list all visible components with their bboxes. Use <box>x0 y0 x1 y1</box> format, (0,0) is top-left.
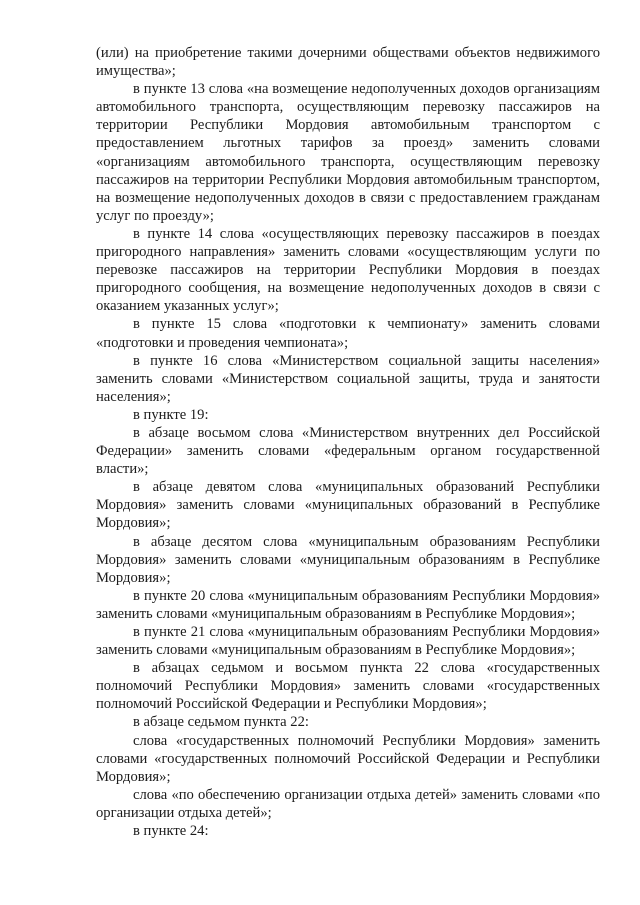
paragraph-item-22-abzac-7-b: слова «по обеспечению организации отдыха детей» заменить словами «по организации отдыха детей»; <box>96 786 600 821</box>
paragraph-item-19-abzac-9: в абзаце девятом слова «муниципальных образований Республики Мордовия» заменить словами «муниципальных образований в Республике Мордовия»; <box>96 479 600 532</box>
document-body <box>96 44 600 840</box>
paragraph-item-19-abzac-10: в абзаце десятом слова «муниципальным образованиям Республики Мордовия» заменить словами «муниципальным образованиям в Республике Мордовия»; <box>96 533 600 586</box>
paragraph-item-16: в пункте 16 слова «Министерством социальной защиты населения» заменить словами «Министерством социальной защиты, труда и занятости населения»; <box>96 352 600 405</box>
paragraph-item-22-abzac-7-heading: в абзаце седьмом пункта 22: <box>133 714 309 731</box>
paragraph-item-21: в пункте 21 слова «муниципальным образованиям Республики Мордовия» заменить словами «муниципальным образованиям в Республике Мордовия»; <box>96 624 600 659</box>
paragraph-continuation: (или) на приобретение такими дочерними обществами объектов недвижимого имущества»; <box>96 45 600 80</box>
paragraph-item-14: в пункте 14 слова «осуществляющих перевозку пассажиров в поездах пригородного направления» заменить словами «осуществляющим услуги по перевозке пассажиров на территории Республики Мордовия в поездах пригородного сообщения, на возмещение недополученных доходов в связи с оказанием указанных услуг»; <box>96 225 600 315</box>
paragraph-item-24-heading: в пункте 24: <box>133 823 209 840</box>
paragraph-item-22-abzac-7-8: в абзацах седьмом и восьмом пункта 22 слова «государственных полномочий Республики Мордовия» заменить словами «государственных полномочий Российской Федерации и Республики Мордовия»; <box>96 660 600 713</box>
paragraph-item-19-abzac-8: в абзаце восьмом слова «Министерством внутренних дел Российской Федерации» заменить словами «федеральным органом государственной власти»; <box>96 424 600 478</box>
paragraph-item-22-abzac-7-a: слова «государственных полномочий Республики Мордовия» заменить словами «государственных полномочий Российской Федерации и Республики Мордовия»; <box>96 732 600 785</box>
paragraph-item-15: в пункте 15 слова «подготовки к чемпионату» заменить словами «подготовки и проведения чемпионата»; <box>96 316 600 351</box>
paragraph-item-13: в пункте 13 слова «на возмещение недополученных доходов организациям автомобильного транспорта, осуществляющим перевозку пассажиров на территории Республики Мордовия автомобильным транспортом с предоставлением льготных тарифов за проезд» заменить словами «организациям автомобильного транспорта, осуществляющим перевозку пассажиров на территории Республики Мордовия автомобильным транспортом, на возмещение недополученных доходов в связи с предоставлением гражданам услуг по проезду»; <box>96 81 600 224</box>
paragraph-item-20: в пункте 20 слова «муниципальным образованиям Республики Мордовия» заменить словами «муниципальным образованиям в Республике Мордовия»; <box>96 587 600 622</box>
paragraph-item-19-heading: в пункте 19: <box>133 406 209 423</box>
